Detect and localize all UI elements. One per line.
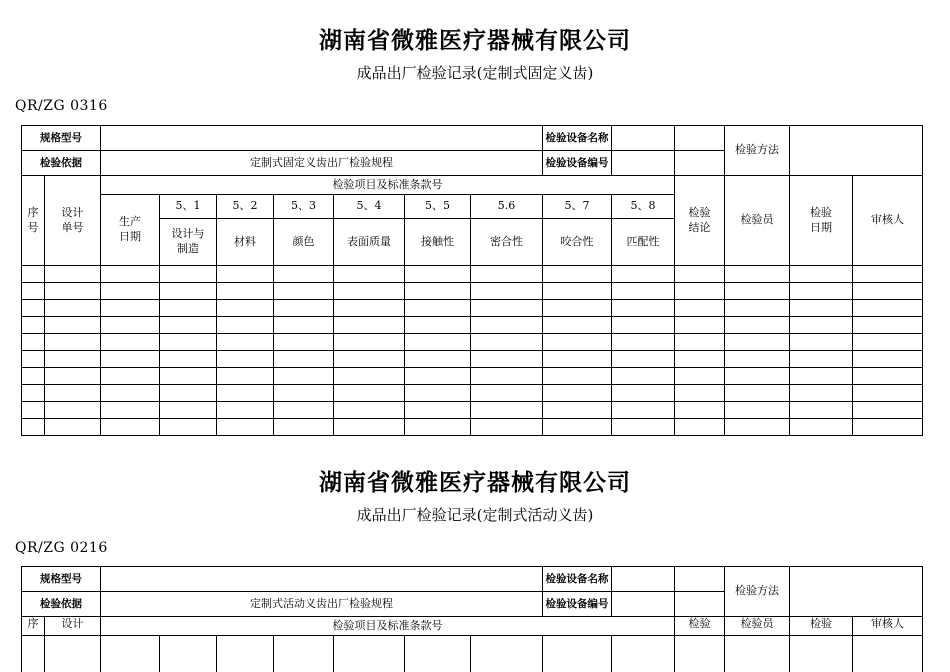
- table-cell[interactable]: [334, 266, 405, 283]
- table-cell[interactable]: [725, 317, 790, 334]
- table-cell[interactable]: [790, 402, 853, 419]
- table-cell[interactable]: [405, 266, 471, 283]
- table-cell[interactable]: [612, 419, 675, 436]
- table-cell[interactable]: [612, 317, 675, 334]
- table-cell[interactable]: [790, 300, 853, 317]
- table-cell[interactable]: [45, 368, 101, 385]
- table-cell[interactable]: [101, 266, 160, 283]
- equip-no-value-cell-2a[interactable]: [612, 592, 675, 617]
- table-cell[interactable]: [22, 351, 45, 368]
- table-cell[interactable]: [217, 385, 274, 402]
- table-cell[interactable]: [543, 351, 612, 368]
- table-cell[interactable]: [160, 385, 217, 402]
- prod-date-label: 生产日期: [101, 195, 160, 266]
- spec-value-cell-2[interactable]: [101, 567, 543, 592]
- table-row: [22, 283, 923, 300]
- inspector-label-2: 检验员: [725, 617, 790, 636]
- clause-4: 5、4: [334, 195, 405, 219]
- table-row: [22, 334, 923, 351]
- table-cell[interactable]: [160, 351, 217, 368]
- table-cell[interactable]: [612, 351, 675, 368]
- conclusion-label-2: 检验: [675, 617, 725, 636]
- table-cell[interactable]: [543, 283, 612, 300]
- inspection-table-2: [21, 566, 923, 672]
- table-cell[interactable]: [217, 402, 274, 419]
- table-cell[interactable]: [543, 385, 612, 402]
- table-cell[interactable]: [543, 334, 612, 351]
- spec-value-cell[interactable]: [101, 126, 543, 151]
- table-cell[interactable]: [612, 283, 675, 300]
- table-cell[interactable]: [45, 283, 101, 300]
- inspector-label: 检验员: [725, 176, 790, 266]
- table-cell[interactable]: [22, 317, 45, 334]
- table-cell[interactable]: [405, 334, 471, 351]
- table-cell[interactable]: [471, 368, 543, 385]
- equip-name-label-2: 检验设备名称: [543, 567, 612, 592]
- table-cell[interactable]: [217, 300, 274, 317]
- table-cell[interactable]: [274, 334, 334, 351]
- seq-label-2: 序: [22, 617, 45, 636]
- equip-name-label: 检验设备名称: [543, 126, 612, 151]
- basis-label-2: 检验依据: [22, 592, 101, 617]
- table-cell[interactable]: [160, 300, 217, 317]
- form-subtitle-2: 成品出厂检验记录(定制式活动义齿): [356, 506, 594, 524]
- table-cell[interactable]: [45, 266, 101, 283]
- method-value-cell-2[interactable]: [790, 567, 923, 617]
- table-cell[interactable]: [22, 334, 45, 351]
- table-cell[interactable]: [101, 300, 160, 317]
- table-cell[interactable]: [334, 402, 405, 419]
- company-name: 湖南省微雅医疗器械有限公司: [319, 28, 631, 54]
- table-row: [22, 317, 923, 334]
- table-cell[interactable]: [725, 351, 790, 368]
- table-cell[interactable]: [675, 368, 725, 385]
- table-cell[interactable]: [274, 283, 334, 300]
- company-name-2: 湖南省微雅医疗器械有限公司: [319, 470, 631, 496]
- table-row: [22, 351, 923, 368]
- item-color: 颜色: [274, 219, 334, 266]
- table-cell[interactable]: [101, 334, 160, 351]
- table-cell[interactable]: [217, 266, 274, 283]
- table-cell[interactable]: [101, 351, 160, 368]
- table-cell[interactable]: [725, 419, 790, 436]
- table-cell[interactable]: [790, 317, 853, 334]
- inspect-date-label-2: 检验: [790, 617, 853, 636]
- table-cell[interactable]: [543, 266, 612, 283]
- table-cell[interactable]: [543, 300, 612, 317]
- table-cell[interactable]: [334, 385, 405, 402]
- table-cell[interactable]: [612, 385, 675, 402]
- table-cell[interactable]: [101, 368, 160, 385]
- item-material: 材料: [217, 219, 274, 266]
- table-cell[interactable]: [45, 385, 101, 402]
- table-cell[interactable]: [675, 385, 725, 402]
- table-cell[interactable]: [217, 368, 274, 385]
- table-cell[interactable]: [45, 317, 101, 334]
- table-row: [22, 419, 923, 436]
- design-no-label-2: 设计: [45, 617, 101, 636]
- table-cell[interactable]: [405, 300, 471, 317]
- seq-label: 序号: [22, 176, 45, 266]
- clause-1: 5、1: [160, 195, 217, 219]
- method-label: 检验方法: [725, 126, 790, 176]
- table-row: [22, 266, 923, 283]
- table-cell[interactable]: [334, 317, 405, 334]
- table-cell[interactable]: [101, 317, 160, 334]
- table-cell[interactable]: [853, 402, 923, 419]
- table-row: [22, 402, 923, 419]
- table-cell[interactable]: [217, 317, 274, 334]
- table-cell[interactable]: [274, 351, 334, 368]
- table-cell[interactable]: [853, 283, 923, 300]
- table-cell[interactable]: [543, 368, 612, 385]
- table-cell[interactable]: [725, 266, 790, 283]
- design-no-label: 设计单号: [45, 176, 101, 266]
- table-cell[interactable]: [217, 334, 274, 351]
- item-fit: 密合性: [471, 219, 543, 266]
- table-cell[interactable]: [853, 368, 923, 385]
- table-cell[interactable]: [160, 402, 217, 419]
- equip-no-value-cell[interactable]: [612, 151, 675, 176]
- table-cell[interactable]: [471, 266, 543, 283]
- clause-6: 5.6: [471, 195, 543, 219]
- table-cell[interactable]: [405, 283, 471, 300]
- spec-label: 规格型号: [22, 126, 101, 151]
- inspect-date-label: 检验日期: [790, 176, 853, 266]
- table-cell[interactable]: [334, 419, 405, 436]
- table-cell[interactable]: [612, 402, 675, 419]
- table-cell[interactable]: [725, 402, 790, 419]
- clause-8: 5、8: [612, 195, 675, 219]
- table-cell[interactable]: [405, 317, 471, 334]
- equip-no-value-cell-2[interactable]: [675, 151, 725, 176]
- table-cell[interactable]: [334, 300, 405, 317]
- table-cell[interactable]: [101, 385, 160, 402]
- table-cell[interactable]: [853, 351, 923, 368]
- table-cell[interactable]: [22, 385, 45, 402]
- clause-3: 5、3: [274, 195, 334, 219]
- table-cell[interactable]: [853, 385, 923, 402]
- table-cell[interactable]: [22, 283, 45, 300]
- table-row: [22, 368, 923, 385]
- table-cell[interactable]: [22, 419, 45, 436]
- table-cell[interactable]: [160, 368, 217, 385]
- form-code: QR/ZG 0316: [15, 98, 108, 114]
- table-cell[interactable]: [471, 385, 543, 402]
- table-cell[interactable]: [853, 317, 923, 334]
- table-cell[interactable]: [675, 402, 725, 419]
- items-header-2: 检验项目及标准条款号: [101, 617, 675, 636]
- table-cell[interactable]: [217, 283, 274, 300]
- table-cell[interactable]: [725, 334, 790, 351]
- table-cell[interactable]: [612, 334, 675, 351]
- data-rows: [22, 266, 923, 436]
- equip-no-label: 检验设备编号: [543, 151, 612, 176]
- table-cell[interactable]: [217, 351, 274, 368]
- table-cell[interactable]: [790, 385, 853, 402]
- table-cell[interactable]: [853, 300, 923, 317]
- table-cell[interactable]: [405, 368, 471, 385]
- table-cell[interactable]: [471, 300, 543, 317]
- table-cell[interactable]: [274, 300, 334, 317]
- table-cell[interactable]: [790, 283, 853, 300]
- form-subtitle: 成品出厂检验记录(定制式固定义齿): [356, 64, 594, 82]
- item-contact: 接触性: [405, 219, 471, 266]
- table-cell[interactable]: [217, 419, 274, 436]
- table-cell[interactable]: [675, 266, 725, 283]
- basis-value-2: 定制式活动义齿出厂检验规程: [101, 592, 543, 617]
- table-cell[interactable]: [274, 419, 334, 436]
- item-surface-quality: 表面质量: [334, 219, 405, 266]
- table-cell[interactable]: [471, 317, 543, 334]
- table-cell[interactable]: [725, 300, 790, 317]
- table-cell[interactable]: [45, 419, 101, 436]
- table-cell[interactable]: [22, 300, 45, 317]
- table-cell[interactable]: [471, 419, 543, 436]
- table-cell[interactable]: [101, 419, 160, 436]
- items-header: 检验项目及标准条款号: [101, 176, 675, 195]
- equip-name-value-cell-2[interactable]: [675, 126, 725, 151]
- clause-2: 5、2: [217, 195, 274, 219]
- spec-label-2: 规格型号: [22, 567, 101, 592]
- table-cell[interactable]: [160, 419, 217, 436]
- method-label-2: 检验方法: [725, 567, 790, 617]
- table-cell[interactable]: [160, 334, 217, 351]
- conclusion-label: 检验结论: [675, 176, 725, 266]
- table-cell[interactable]: [790, 351, 853, 368]
- basis-value: 定制式固定义齿出厂检验规程: [101, 151, 543, 176]
- basis-label: 检验依据: [22, 151, 101, 176]
- table-cell[interactable]: [853, 334, 923, 351]
- table-cell[interactable]: [471, 334, 543, 351]
- table-cell[interactable]: [405, 351, 471, 368]
- table-cell[interactable]: [790, 334, 853, 351]
- table-cell[interactable]: [471, 283, 543, 300]
- table-cell[interactable]: [45, 300, 101, 317]
- table-cell[interactable]: [725, 368, 790, 385]
- table-cell[interactable]: [274, 266, 334, 283]
- table-cell[interactable]: [160, 317, 217, 334]
- table-cell[interactable]: [725, 283, 790, 300]
- table-cell[interactable]: [160, 266, 217, 283]
- table-cell[interactable]: [725, 385, 790, 402]
- item-design-manufacture: 设计与制造: [160, 219, 217, 266]
- table-cell[interactable]: [22, 402, 45, 419]
- table-cell[interactable]: [675, 300, 725, 317]
- table-cell[interactable]: [405, 402, 471, 419]
- reviewer-label: 审核人: [853, 176, 923, 266]
- clause-7: 5、7: [543, 195, 612, 219]
- table-cell[interactable]: [405, 419, 471, 436]
- table-cell[interactable]: [853, 419, 923, 436]
- item-matching: 匹配性: [612, 219, 675, 266]
- table-cell[interactable]: [101, 402, 160, 419]
- table-cell[interactable]: [22, 266, 45, 283]
- table-cell[interactable]: [274, 368, 334, 385]
- table-cell[interactable]: [543, 317, 612, 334]
- table-cell[interactable]: [160, 283, 217, 300]
- table-cell[interactable]: [790, 368, 853, 385]
- table-cell[interactable]: [675, 351, 725, 368]
- table-cell[interactable]: [612, 266, 675, 283]
- table-cell[interactable]: [675, 317, 725, 334]
- table-cell[interactable]: [790, 266, 853, 283]
- table-cell[interactable]: [612, 368, 675, 385]
- method-value-cell[interactable]: [790, 126, 923, 176]
- equip-no-label-2: 检验设备编号: [543, 592, 612, 617]
- table-row: [22, 385, 923, 402]
- equip-name-value-cell[interactable]: [612, 126, 675, 151]
- table-cell[interactable]: [334, 351, 405, 368]
- table-cell[interactable]: [45, 334, 101, 351]
- table-cell[interactable]: [405, 385, 471, 402]
- table-cell[interactable]: [334, 334, 405, 351]
- equip-name-value-cell-2b[interactable]: [675, 567, 725, 592]
- table-cell[interactable]: [675, 419, 725, 436]
- table-cell[interactable]: [22, 368, 45, 385]
- table-cell[interactable]: [471, 402, 543, 419]
- table-cell[interactable]: [543, 402, 612, 419]
- table-cell[interactable]: [612, 300, 675, 317]
- item-occlusion: 咬合性: [543, 219, 612, 266]
- table-row: [22, 300, 923, 317]
- reviewer-label-2: 审核人: [853, 617, 923, 636]
- table-cell[interactable]: [274, 402, 334, 419]
- table-cell[interactable]: [543, 419, 612, 436]
- table-cell[interactable]: [790, 419, 853, 436]
- table-cell[interactable]: [274, 385, 334, 402]
- table-cell[interactable]: [334, 283, 405, 300]
- equip-no-value-cell-2b[interactable]: [675, 592, 725, 617]
- table-cell[interactable]: [675, 334, 725, 351]
- table-cell[interactable]: [274, 317, 334, 334]
- table-cell[interactable]: [45, 402, 101, 419]
- table-cell[interactable]: [675, 283, 725, 300]
- table-cell[interactable]: [334, 368, 405, 385]
- inspection-table: [21, 125, 923, 436]
- table-cell[interactable]: [45, 351, 101, 368]
- table-cell[interactable]: [101, 283, 160, 300]
- form-code-2: QR/ZG 0216: [15, 540, 108, 556]
- clause-5: 5、5: [405, 195, 471, 219]
- equip-name-value-cell-2a[interactable]: [612, 567, 675, 592]
- table-cell[interactable]: [853, 266, 923, 283]
- table-cell[interactable]: [471, 351, 543, 368]
